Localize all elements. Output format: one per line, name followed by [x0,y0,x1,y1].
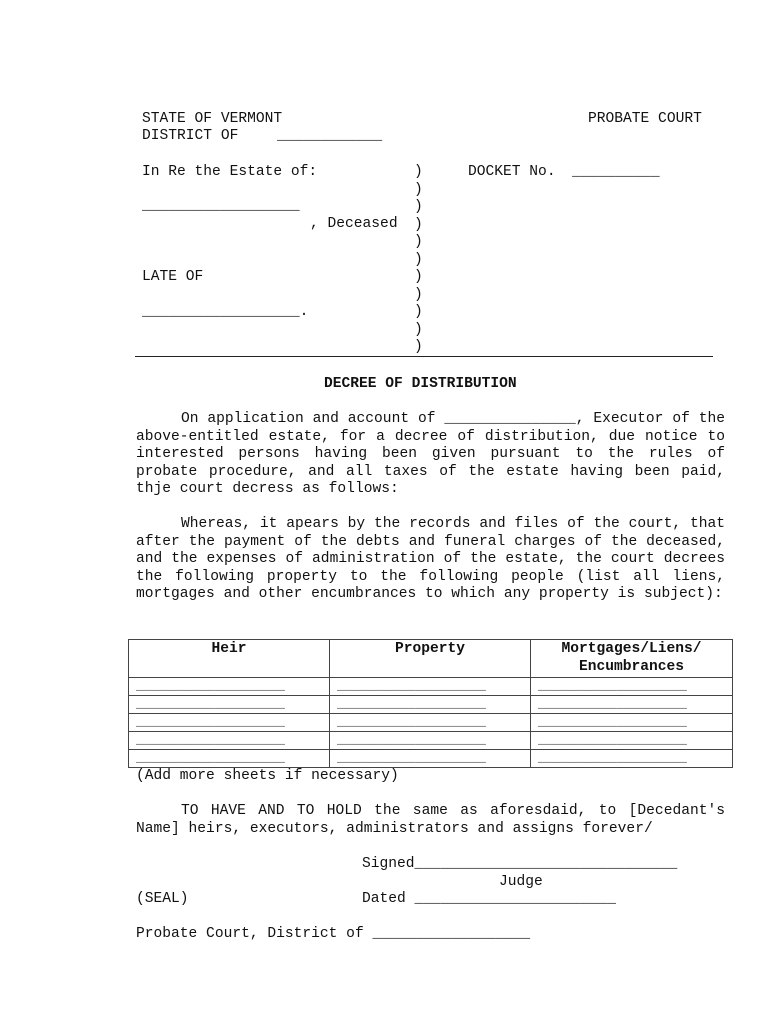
heir-column-header: Heir [129,640,330,678]
signed-line[interactable]: Signed______________________________ [362,856,678,872]
docket-label: DOCKET No. [468,164,556,180]
heir-cell[interactable]: _________________ [129,732,330,750]
decedent-name-blank[interactable]: __________________ [142,198,300,214]
judge-label: Judge [499,874,543,890]
property-column-header: Property [330,640,531,678]
document-title: DECREE OF DISTRIBUTION [324,376,517,392]
state-heading: STATE OF VERMONT [142,111,283,127]
seal-label: (SEAL) [136,891,189,907]
dated-line[interactable]: Dated _______________________ [362,891,616,907]
district-label: DISTRICT OF [142,128,239,144]
caption-paren: ) [414,321,423,338]
encumbrance-cell[interactable]: _________________ [531,678,733,696]
caption-paren: ) [414,339,423,355]
district-blank[interactable]: ____________ [277,128,383,144]
encumbrances-header-text: Mortgages/Liens/ Encumbrances [561,641,702,675]
table-row [129,714,733,732]
table-row [129,750,733,768]
habendum-paragraph: TO HAVE AND TO HOLD the same as aforesdaid, to [Decedant's Name] heirs, executors, administrators and assigns forever/ [136,803,725,837]
table-row [129,732,733,750]
table-header-row [129,640,733,678]
distribution-table [128,639,733,768]
property-cell[interactable]: _________________ [330,678,531,696]
late-of-blank[interactable]: __________________. [142,304,309,320]
property-cell[interactable]: _________________ [330,714,531,732]
caption-divider [135,356,713,357]
footer-district-line[interactable]: Probate Court, District of __________________ [136,926,531,942]
caption-paren: ) [414,181,423,198]
table-row [129,696,733,714]
docket-blank[interactable]: __________ [572,164,660,180]
caption-paren: ) [414,164,423,180]
caption-paren: ) [414,216,423,233]
application-paragraph: On application and account of _______________, Executor of the above-entitled estate, for a decree of distribution, due notice to interested persons having been given pursuant to the rules of probate procedure, and all taxes of the estate having been paid, thje court decress as follows: [136,411,725,498]
property-cell[interactable]: _________________ [330,750,531,768]
property-cell[interactable]: _________________ [330,732,531,750]
encumbrance-cell[interactable]: _________________ [531,696,733,714]
encumbrance-cell[interactable]: _________________ [531,732,733,750]
caption-paren: ) [414,304,423,320]
property-cell[interactable]: _________________ [330,696,531,714]
encumbrance-cell[interactable]: _________________ [531,750,733,768]
table-row [129,678,733,696]
whereas-paragraph: Whereas, it apears by the records and files of the court, that after the payment of the debts and funeral charges of the deceased, and the expenses of administration of the estate, the court decrees the following property to the following people (list all liens, mortgages and other encumbrances to which any property is subject): [136,516,725,603]
caption-paren: ) [414,251,423,268]
deceased-label: , Deceased [310,216,398,232]
heir-cell[interactable]: _________________ [129,750,330,768]
heir-cell[interactable]: _________________ [129,714,330,732]
caption-paren: ) [414,234,423,250]
in-re-label: In Re the Estate of: [142,164,318,180]
add-more-note: (Add more sheets if necessary) [136,768,399,784]
court-heading: PROBATE COURT [588,111,702,127]
encumbrance-cell[interactable]: _________________ [531,714,733,732]
caption-paren: ) [414,286,423,303]
caption-paren: ) [414,199,423,215]
caption-paren: ) [414,269,423,285]
encumbrances-column-header [531,640,733,678]
heir-cell[interactable]: _________________ [129,696,330,714]
heir-cell[interactable]: _________________ [129,678,330,696]
late-of-label: LATE OF [142,269,204,285]
